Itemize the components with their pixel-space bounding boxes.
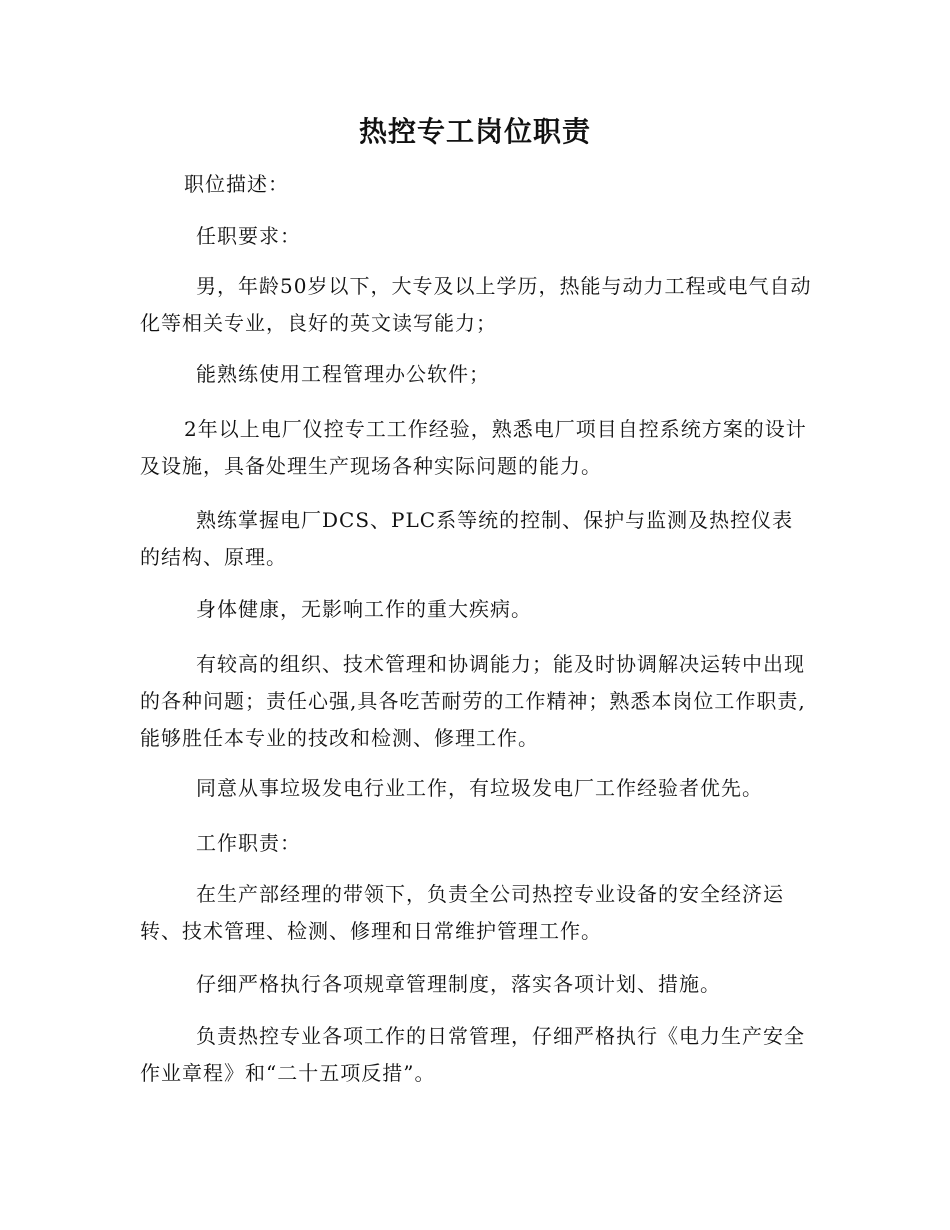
paragraph-requirement-health: 身体健康，无影响工作的重大疾病。 bbox=[196, 597, 532, 621]
paragraph-requirement-software: 能熟练使用工程管理办公软件； bbox=[196, 362, 490, 386]
paragraph-requirement-abilities: 有较高的组织、技术管理和协调能力；能及时协调解决运转中出现的各种问题；责任心强,具各吃苦耐劳的工作精神；熟悉本岗位工作职责,能够胜任本专业的技改和检测、修理工作。 bbox=[140, 652, 806, 750]
paragraph-requirements-heading: 任职要求： bbox=[196, 224, 301, 248]
paragraph-requirement-experience: 2年以上电厂仪控专工工作经验，熟悉电厂项目自控系统方案的设计及设施，具备处理生产现场各种实际问题的能力。 bbox=[140, 417, 807, 478]
document-title: 热控专工岗位职责 bbox=[358, 115, 591, 148]
paragraph-requirement-education: 男，年龄50岁以下，大专及以上学历，热能与动力工程或电气自动化等相关专业，良好的英文读写能力； bbox=[140, 274, 812, 335]
paragraph-duty-regulations: 仔细严格执行各项规章管理制度，落实各项计划、措施。 bbox=[196, 972, 721, 996]
paragraph-duty-daily-management: 负责热控专业各项工作的日常管理，仔细严格执行《电力生产安全作业章程》和“二十五项反措”。 bbox=[140, 1024, 805, 1085]
paragraph-requirement-dcs-plc: 熟练掌握电厂DCS、PLC系等统的控制、保护与监测及热控仪表的结构、原理。 bbox=[140, 508, 794, 569]
paragraph-duties-heading: 工作职责： bbox=[196, 831, 301, 855]
paragraph-requirement-industry: 同意从事垃圾发电行业工作，有垃圾发电厂工作经验者优先。 bbox=[196, 776, 763, 800]
paragraph-duty-management: 在生产部经理的带领下，负责全公司热控专业设备的安全经济运转、技术管理、检测、修理和日常维护管理工作。 bbox=[140, 882, 784, 943]
paragraph-job-description-heading: 职位描述： bbox=[184, 172, 289, 196]
